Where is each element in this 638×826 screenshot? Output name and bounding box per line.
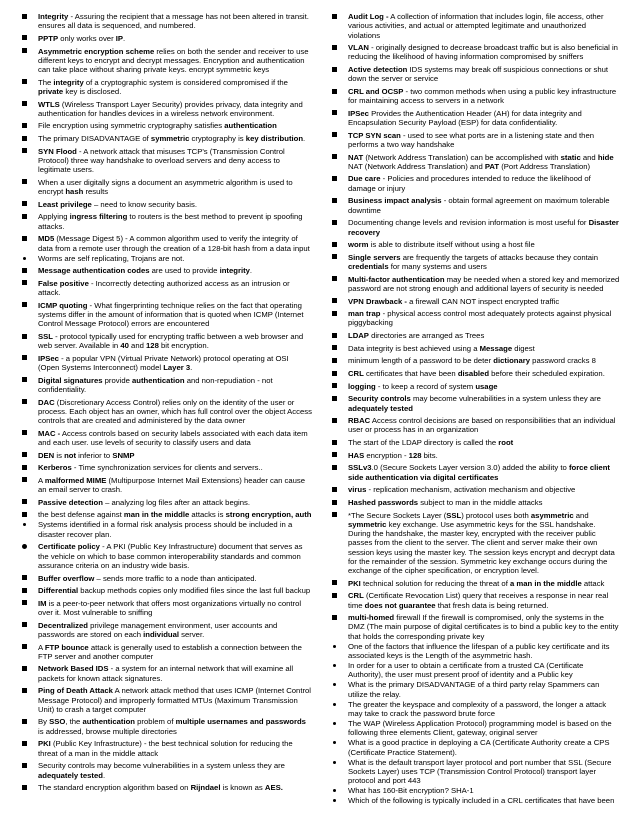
list-item-text: Applying ingress filtering to routers is the best method to prevent ip spoofing attacks. [38, 212, 303, 231]
list-item-text: Active detection IDS systems may break off suspicious connections or shut down the server or service [348, 65, 609, 84]
list-item-text: Ping of Death Attack A network attack method that uses ICMP (Internet Control Message Protocol) and improperly formatted MTUs (Maximum Transmission Unit) to crash a target computer [38, 686, 312, 714]
list-item [332, 309, 620, 328]
list-item [22, 266, 312, 275]
list-item-text: HAS encryption - 128 bits. [348, 450, 438, 460]
list-item [22, 510, 312, 519]
list-item-text: IM is a peer-to-peer network that offers most organizations virtually no control over it. Most vulnerable to sniffing [38, 598, 302, 618]
list-item [332, 642, 620, 661]
round-bullet-icon [333, 722, 336, 725]
list-item-text: A malformed MIME (Multipurpose Internet Mail Extensions) header can cause an email server to crash. [38, 475, 306, 495]
list-item [332, 174, 620, 193]
list-item [22, 34, 312, 43]
list-item-text: The standard encryption algorithm based on Rijndael is known as AES. [38, 783, 283, 793]
square-bullet-icon [332, 132, 337, 137]
list-item [22, 134, 312, 143]
square-bullet-icon [332, 345, 337, 350]
list-item [332, 738, 620, 757]
list-item [332, 394, 620, 413]
list-item-text: Business impact analysis - obtain formal agreement on maximum tolerable downtime [348, 196, 610, 215]
square-bullet-icon [22, 201, 27, 206]
square-bullet-icon [332, 358, 337, 363]
list-item [22, 451, 312, 460]
square-bullet-icon [332, 396, 337, 401]
list-item-text: SYN Flood - A network attack that misuses TCP's (Transmission Control Protocol) three way handshake to overload servers and deny access to legitimate users. [38, 146, 285, 175]
list-item-text: logging - to keep a record of system usage [348, 381, 498, 391]
list-item-text: What is the primary DISADVANTAGE of a third party relay Spammers can utilize the relay. [348, 680, 600, 699]
list-item-text: The start of the LDAP directory is called the root [348, 438, 514, 448]
list-item [22, 664, 312, 683]
list-item-text: DAC (Discretionary Access Control) relies only on the identity of the user or process. Each object has an owner, which has full control over the object Access controls that are created and administered by the data owner [38, 397, 312, 426]
list-item [332, 331, 620, 340]
list-item-text: DEN is not inferior to SNMP [38, 450, 135, 460]
square-bullet-icon [22, 280, 27, 285]
list-item [332, 12, 620, 40]
list-item-text: man trap - physical access control most adequately protects against physical piggybacking [348, 309, 612, 328]
list-item [22, 212, 312, 231]
square-bullet-icon [332, 500, 337, 505]
list-item-text: Differential backup methods copies only modified files since the last full backup [38, 586, 311, 596]
list-item-text: Network Based IDS - a system for an internal network that will examine all packets for known attack signatures. [38, 664, 294, 683]
list-item [332, 661, 620, 680]
list-item [22, 783, 312, 792]
square-bullet-icon [22, 268, 27, 273]
list-item-text: Data integrity is best achieved using a Message digest [348, 343, 535, 353]
list-item-text: Kerberos - Time synchronization services for clients and servers.. [38, 463, 263, 473]
list-item [332, 218, 620, 237]
list-item [332, 511, 620, 576]
list-item [22, 643, 312, 662]
list-item [22, 100, 312, 119]
square-bullet-icon [22, 399, 27, 404]
list-item [332, 253, 620, 272]
list-item-text: Due care - Policies and procedures intended to reduce the likelihood of damage or injury [348, 174, 591, 193]
list-item [332, 613, 620, 641]
square-bullet-icon [22, 355, 27, 360]
list-item [332, 87, 620, 106]
right-column [332, 12, 620, 806]
square-bullet-icon [332, 45, 337, 50]
list-item-text: VPN Drawback - a firewall CAN NOT inspect encrypted traffic [348, 296, 560, 306]
list-item [22, 200, 312, 209]
square-bullet-icon [22, 666, 27, 671]
square-bullet-icon [22, 575, 27, 580]
square-bullet-icon [332, 110, 337, 115]
square-bullet-icon [22, 236, 27, 241]
square-bullet-icon [22, 477, 27, 482]
round-bullet-icon [333, 799, 336, 802]
list-item [22, 354, 312, 373]
square-bullet-icon [332, 311, 337, 316]
list-item [332, 344, 620, 353]
list-item [22, 574, 312, 583]
list-item-text: What is the default transport layer protocol and port number that SSL (Secure Sockets Layer) uses TCP (Transmission Control Protocol) transport layer protocol and port 443 [348, 757, 612, 786]
list-item-text: PPTP only works over IP. [38, 33, 126, 43]
square-bullet-icon [332, 580, 337, 585]
list-item-text: PKI technical solution for reducing the threat of a man in the middle attack [348, 578, 605, 588]
list-item [332, 438, 620, 447]
list-item-text: A FTP bounce attack is generally used to establish a connection between the FTP server and another computer [38, 642, 302, 661]
square-bullet-icon [22, 136, 27, 141]
square-bullet-icon [22, 334, 27, 339]
list-item-text: What is a good practice in deploying a CA (Certificate Authority create a CPS (Certificate Practice Statement). [348, 738, 610, 757]
list-item [22, 78, 312, 97]
list-item-text: Which of the following is typically included in a CRL certificates that have been [348, 796, 615, 806]
list-item-text: Hashed passwords subject to man in the middle attacks [348, 497, 543, 507]
square-bullet-icon [332, 333, 337, 338]
square-bullet-icon [332, 220, 337, 225]
list-item-text: MAC - Access controls based on security labels associated with each data item and each user. use levels of security to classify users and data [38, 428, 308, 447]
list-item [332, 796, 620, 805]
square-bullet-icon [332, 154, 337, 159]
round-bullet-icon [333, 664, 336, 667]
square-bullet-icon [22, 214, 27, 219]
list-item-text: LDAP directories are arranged as Trees [348, 331, 485, 341]
list-item-text: One of the factors that influence the lifespan of a public key certificate and its associated keys is the Length of the asymmetric hash. [348, 641, 610, 661]
list-item-text: CRL and OCSP - two common methods when using a public key infrastructure for maintaining access to servers in a network [348, 86, 617, 106]
list-item [22, 498, 312, 507]
list-item [22, 686, 312, 714]
list-item [22, 234, 312, 253]
list-item [22, 717, 312, 736]
square-bullet-icon [22, 452, 27, 457]
square-bullet-icon [332, 615, 337, 620]
list-item-text: Buffer overflow – sends more traffic to a node than anticipated. [38, 573, 257, 583]
list-item-text: Certificate policy - A PKI (Public Key Infrastructure) document that serves as the vehicle on which to base common interoperability standards and common assurance criteria on an industry wide basis. [38, 542, 303, 570]
square-bullet-icon [22, 148, 27, 153]
square-bullet-icon [22, 719, 27, 724]
square-bullet-icon [332, 383, 337, 388]
list-item [332, 758, 620, 786]
list-item [22, 476, 312, 495]
list-item [22, 279, 312, 298]
square-bullet-icon [22, 622, 27, 627]
list-item [332, 463, 620, 482]
list-item [22, 376, 312, 395]
square-bullet-icon [332, 89, 337, 94]
round-bullet-icon [333, 789, 336, 792]
square-bullet-icon [22, 14, 27, 19]
list-item-text: the best defense against man in the middle attacks is strong encryption, auth [38, 510, 312, 520]
square-bullet-icon [332, 176, 337, 181]
list-item [332, 786, 620, 795]
list-item-text: Integrity - Assuring the recipient that a message has not been altered in transit. ensures all data is sequenced, and numbered. [38, 12, 309, 31]
round-bullet-icon [333, 703, 336, 706]
list-item [22, 121, 312, 130]
list-item [22, 12, 312, 31]
square-bullet-icon [22, 512, 27, 517]
square-bullet-icon [22, 644, 27, 649]
list-item-text: The primary DISADVANTAGE of symmetric cryptography is key distribution. [38, 134, 306, 144]
list-item-text: IPSec - a popular VPN (Virtual Private Network) protocol operating at OSI (Open Systems Interconnect) model Layer 3. [38, 353, 289, 373]
square-bullet-icon [332, 418, 337, 423]
list-item-text: Message authentication codes are used to provide integrity. [38, 266, 253, 276]
list-item [332, 680, 620, 699]
list-item [22, 254, 312, 263]
list-item-text: CRL (Certificate Revocation List) query that receives a response in near real time does not guarantee that fresh data is being returned. [348, 591, 609, 610]
square-bullet-icon [332, 465, 337, 470]
square-bullet-icon [332, 254, 337, 259]
list-item [332, 369, 620, 378]
square-bullet-icon [332, 440, 337, 445]
square-bullet-icon [22, 48, 27, 53]
list-item [332, 485, 620, 494]
list-item [22, 178, 312, 197]
list-item [332, 700, 620, 719]
square-bullet-icon [332, 512, 337, 517]
list-item-text: When a user digitally signs a document an asymmetric algorithm is used to encrypt hash results [38, 177, 293, 197]
round-bullet-icon [23, 523, 26, 526]
list-item [22, 739, 312, 758]
list-item [332, 43, 620, 62]
square-bullet-icon [22, 123, 27, 128]
square-bullet-icon [22, 35, 27, 40]
list-item-text: RBAC Access control decisions are based on responsibilities that an individual user or process has in an organization [348, 416, 616, 435]
list-item [332, 131, 620, 150]
square-bullet-icon [22, 600, 27, 605]
square-bullet-icon [22, 588, 27, 593]
list-item-text: The integrity of a cryptographic system is considered compromised if the private key is disclosed. [38, 77, 288, 96]
list-item-text: *The Secure Sockets Layer (SSL) protocol uses both asymmetric and symmetric key exchange. Use asymmetric keys for the SSL handshake. During the handshake, the master key, encrypted with the receiver public passes from the client to the server. The client and server make their own session keys using the master key. The session keys encrypt and decrypt data for the remainder of the session. Symmetric key exchange occurs during the exchange of the cipher specification, or encryption level. [348, 510, 615, 576]
list-item [332, 498, 620, 507]
square-bullet-icon [332, 298, 337, 303]
list-item-text: PKI (Public Key Infrastructure) - the best technical solution for reducing the threat of a man in the middle attack [38, 739, 293, 758]
square-bullet-icon [22, 430, 27, 435]
list-item-text: Documenting change levels and revision information is most useful for Disaster recovery [348, 218, 619, 237]
list-item [22, 542, 312, 570]
round-bullet-icon [22, 544, 27, 549]
square-bullet-icon [332, 452, 337, 457]
list-item-text: SSLv3.0 (Secure Sockets Layer version 3.0) added the ability to force client side authentication via digital certificates [348, 463, 610, 482]
list-item [332, 297, 620, 306]
list-item [332, 153, 620, 172]
list-item-text: Least privilege – need to know security basis. [38, 199, 197, 209]
list-item-text: NAT (Network Address Translation) can be accomplished with static and hide NAT (Network Address Translation) and PAT (Port Address Translation) [348, 152, 614, 171]
list-item-text: IPSec Provides the Authentication Header (AH) for data integrity and Encapsulation Security Payload (ESP) for data confidentiality. [348, 108, 582, 128]
list-item [22, 332, 312, 351]
square-bullet-icon [22, 179, 27, 184]
square-bullet-icon [22, 763, 27, 768]
square-bullet-icon [22, 79, 27, 84]
list-item-text: False positive - Incorrectly detecting authorized access as an intrusion or attack. [38, 278, 290, 298]
list-item-text: MD5 (Message Digest 5) - A common algorithm used to verify the integrity of data from a remote user through the creation of a 128-bit hash from a data input [38, 234, 310, 253]
list-item-text: CRL certificates that have been disabled before their scheduled expiration. [348, 369, 605, 379]
list-item-text: multi-homed firewall If the firewall is compromised, only the systems in the DMZ (The main purpose of digital certificates is to bind a public key to the entity that holds the corresponding private key [348, 613, 619, 641]
list-item-text: Multi-factor authentication may be needed when a stored key and memorized password are not strong enough and additional layers of security is needed [348, 274, 620, 293]
list-item-text: Security controls may become vulnerabilities in a system unless they are adequately tested. [38, 761, 285, 780]
list-item [22, 301, 312, 329]
list-item-text: Systems identified in a formal risk analysis process should be included in a disaster recover plan. [38, 520, 293, 539]
list-item [332, 240, 620, 249]
list-item [332, 382, 620, 391]
list-item-text: Worms are self replicating, Trojans are not. [38, 253, 185, 263]
square-bullet-icon [332, 487, 337, 492]
list-item [332, 196, 620, 215]
square-bullet-icon [22, 377, 27, 382]
list-item [332, 451, 620, 460]
square-bullet-icon [332, 198, 337, 203]
list-item [22, 147, 312, 175]
list-item-text: By SSO, the authentication problem of multiple usernames and passwords is addressed, browse multiple directories [38, 717, 306, 736]
list-item-text: minimum length of a password to be deter dictionary password cracks 8 [348, 356, 596, 366]
list-item-text: File encryption using symmetric cryptography satisfies authentication [38, 121, 277, 131]
round-bullet-icon [333, 761, 336, 764]
list-item-text: Digital signatures provide authentication and non-repudiation - not confidentiality. [38, 375, 273, 394]
list-item [22, 586, 312, 595]
list-item [332, 719, 620, 738]
list-item-text: The greater the keyspace and complexity of a password, the longer a attack may take to crack the password brute force [348, 699, 607, 718]
list-item [332, 109, 620, 128]
list-item [22, 621, 312, 640]
list-item-text: In order for a user to obtain a certificate from a trusted CA (Certificate Authority), the user must present proof of identity and a Public key [348, 661, 584, 680]
square-bullet-icon [332, 276, 337, 281]
square-bullet-icon [22, 785, 27, 790]
list-item [22, 520, 312, 539]
list-item [332, 579, 620, 588]
list-item [332, 591, 620, 610]
list-item-text: TCP SYN scan - used to see what ports are in a listening state and then performs a two way handshake [348, 130, 595, 149]
list-item [332, 356, 620, 365]
square-bullet-icon [332, 242, 337, 247]
list-item [22, 429, 312, 448]
list-item-text: VLAN - originally designed to decrease broadcast traffic but is also beneficial in reducing the likelihood of having information compromised by sniffers [348, 43, 618, 62]
list-item-text: Decentralized privilege management environment, user accounts and passwords are stored on each individual server. [38, 620, 278, 639]
list-item [332, 416, 620, 435]
list-item [22, 463, 312, 472]
square-bullet-icon [22, 465, 27, 470]
square-bullet-icon [332, 593, 337, 598]
list-item-text: virus - replication mechanism, activation mechanism and objective [348, 485, 576, 495]
square-bullet-icon [22, 741, 27, 746]
list-item-text: Single servers are frequently the targets of attacks because they contain credentials for many systems and users [348, 252, 599, 272]
list-item [332, 65, 620, 84]
round-bullet-icon [23, 257, 26, 260]
list-item-text: worm is able to distribute itself without using a host file [348, 240, 535, 250]
square-bullet-icon [332, 371, 337, 376]
list-item [332, 275, 620, 294]
list-item-text: Asymmetric encryption scheme relies on both the sender and receiver to use different keys to encrypt and decrypt messages. Encryption and authentication can take place without sharing private keys. encrypt symmetric keys [38, 46, 309, 75]
list-item-text: What has 160-Bit encryption? SHA-1 [348, 786, 474, 796]
list-item-text: ICMP quoting - What fingerprinting technique relies on the fact that operating systems differ in the amount of information that is quoted when ICMP (Internet Control Message Protocol) errors are encountered [38, 300, 304, 329]
list-item-text: Security controls may become vulnerabilities in a system unless they are adequately tested [348, 394, 601, 413]
round-bullet-icon [333, 645, 336, 648]
round-bullet-icon [333, 683, 336, 686]
square-bullet-icon [22, 499, 27, 504]
round-bullet-icon [333, 741, 336, 744]
square-bullet-icon [332, 14, 337, 19]
square-bullet-icon [22, 302, 27, 307]
square-bullet-icon [22, 688, 27, 693]
list-item [22, 761, 312, 780]
list-item [22, 599, 312, 618]
list-item-text: WTLS (Wireless Transport Layer Security) provides privacy, data integrity and authentication for handles devices in a wireless network environment. [38, 99, 303, 118]
list-item-text: The WAP (Wireless Application Protocol) programming model is based on the following three elements Client, gateway, original server [348, 718, 612, 738]
list-item-text: Passive detection – analyzing log files after an attack begins. [38, 497, 250, 507]
list-item [22, 47, 312, 75]
list-item-text: Audit Log - A collection of information that includes login, file access, other various activities, and actual or attempted legitimate and unauthorized violations [348, 12, 604, 40]
square-bullet-icon [332, 67, 337, 72]
left-column [22, 12, 312, 796]
list-item-text: SSL - protocol typically used for encrypting traffic between a web browser and web server. Available in 40 and 128 bit encryption. [38, 331, 304, 351]
square-bullet-icon [22, 101, 27, 106]
list-item [22, 398, 312, 426]
